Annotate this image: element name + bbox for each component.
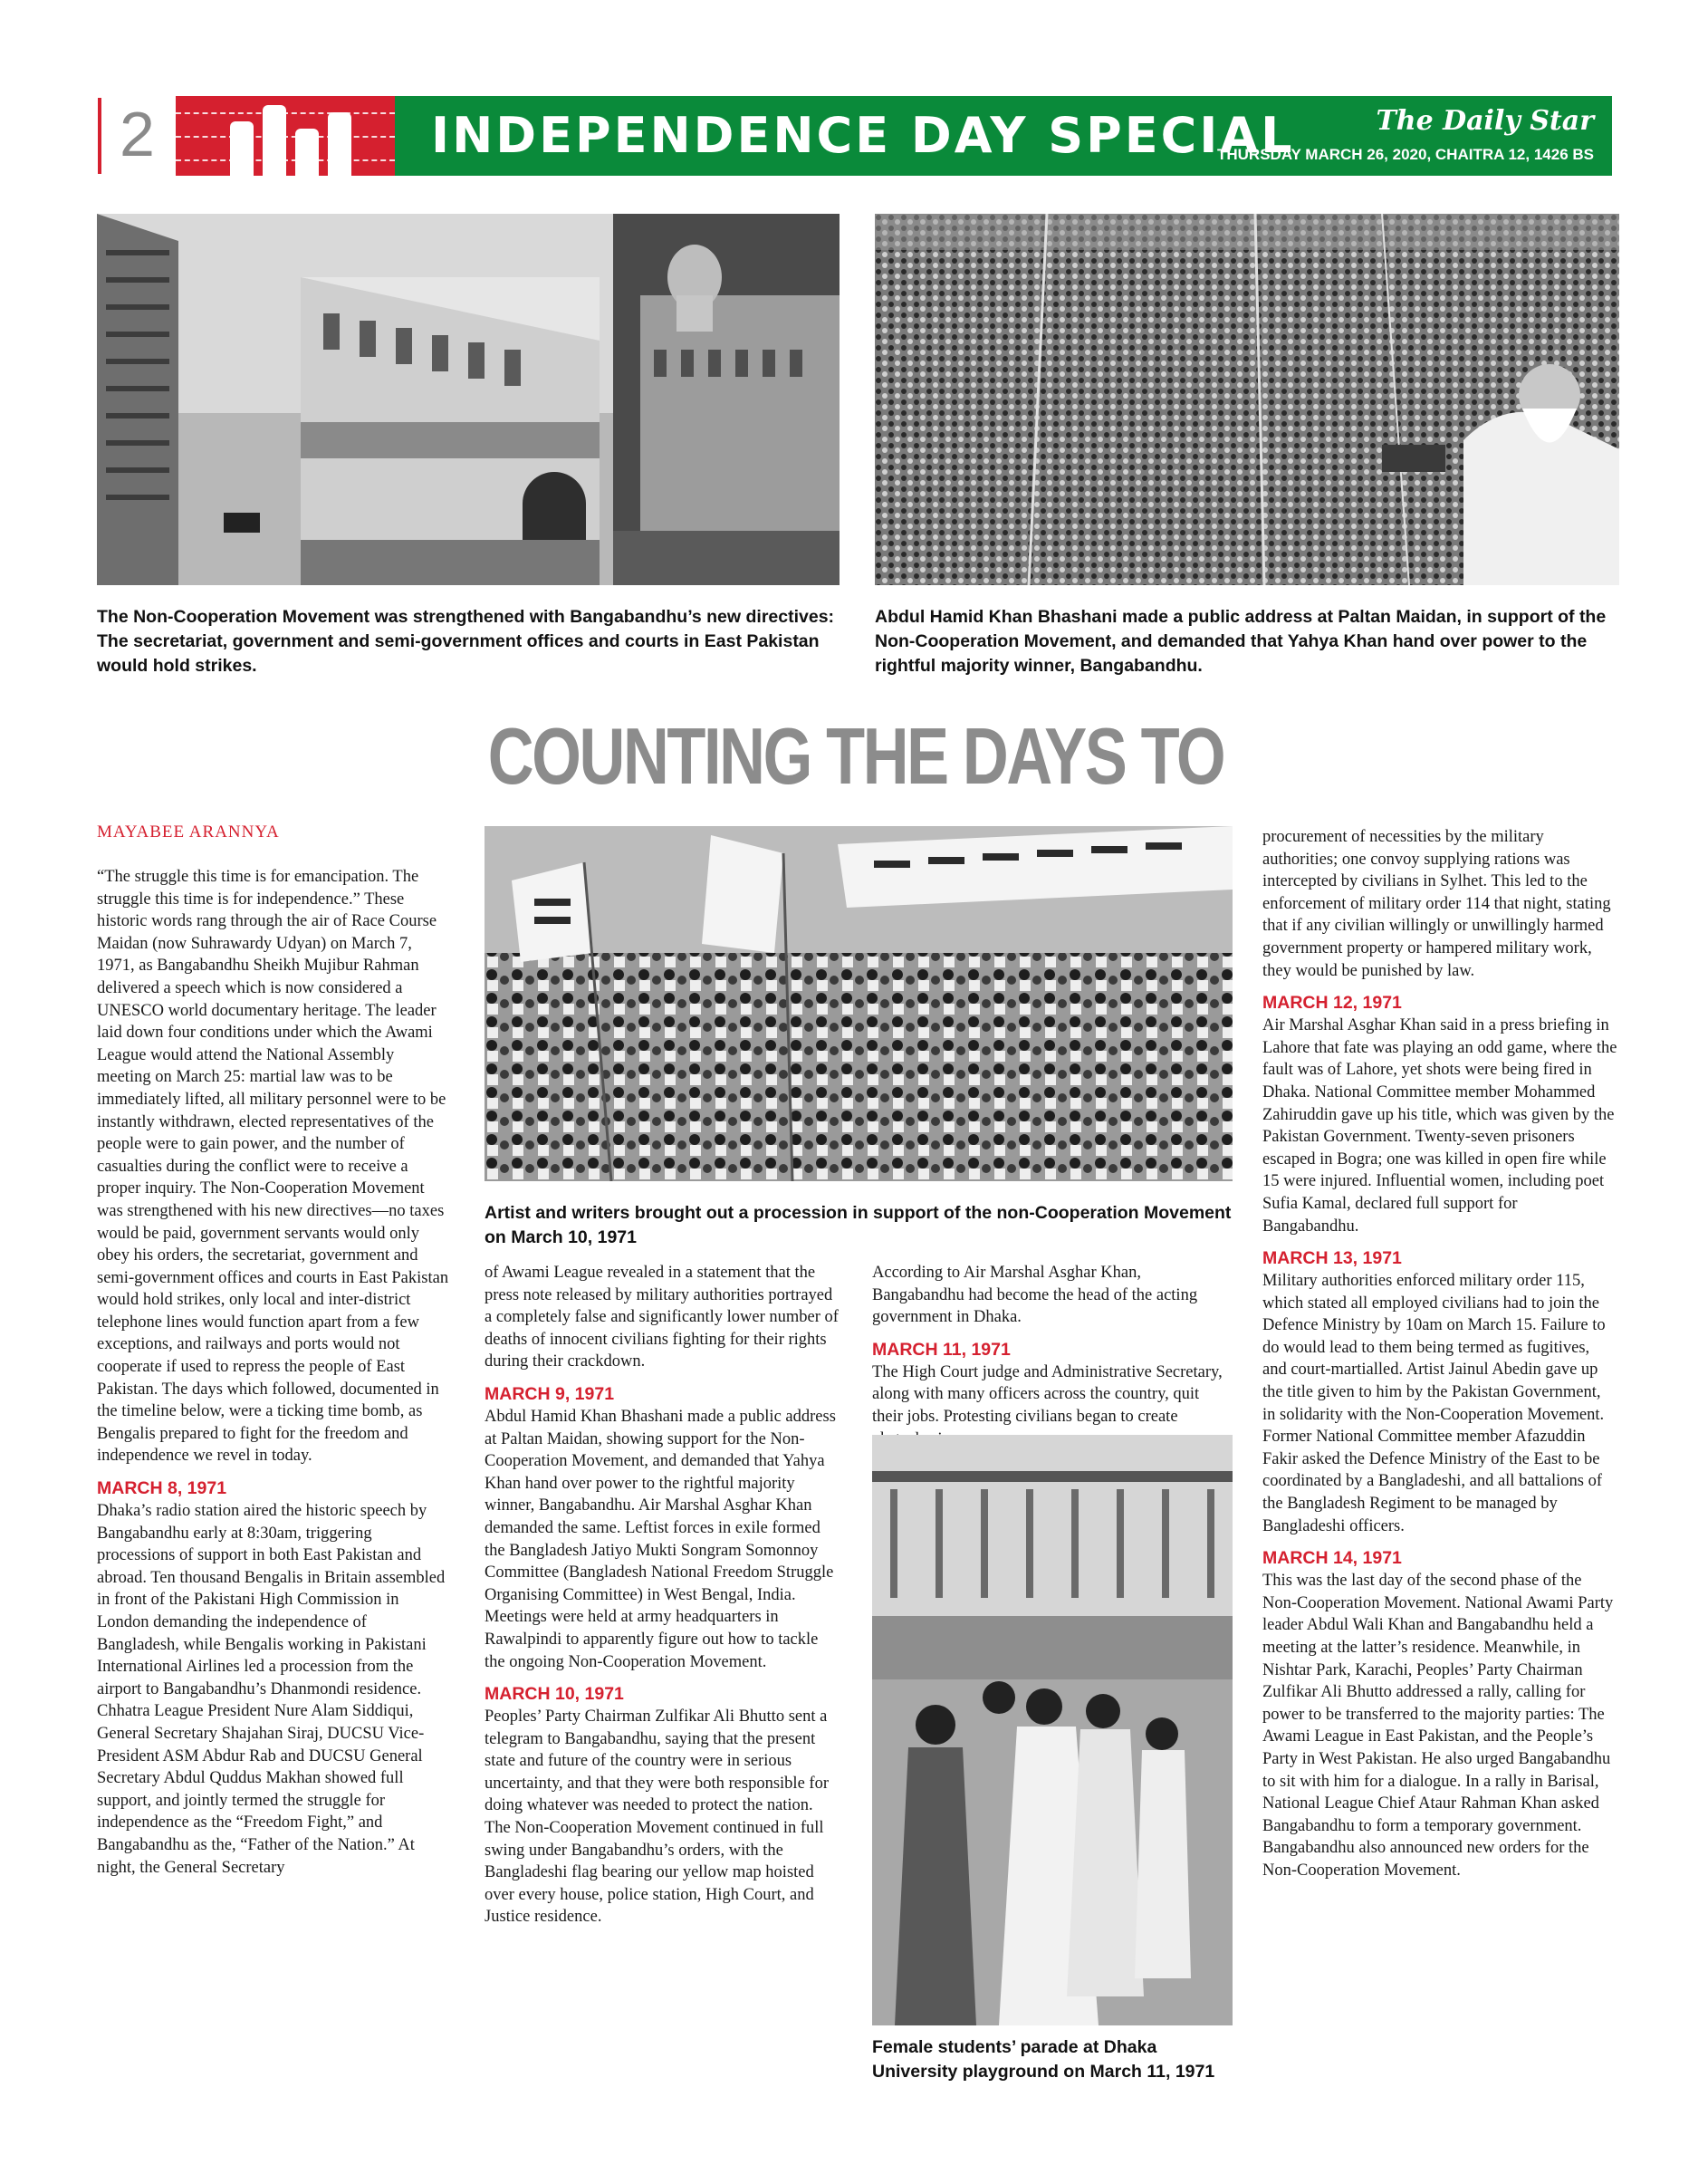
march-11-heading: MARCH 11, 1971 [872, 1339, 1011, 1360]
march-13-heading: MARCH 13, 1971 [1262, 1248, 1402, 1269]
march-11-text: The High Court judge and Administrative Secretary, along with many officers across the country, quit their jobs. Protesting civilians began to create [872, 1362, 1223, 1426]
bhashani-photo-caption: Abdul Hamid Khan Bhashani made a public address at Paltan Maidan, in support of the Non-Cooperation Movement, and demanded that Yahya Khan hand over power to the rightful majority winner, Bangabandhu. [875, 607, 1607, 676]
article-column-4 [1262, 826, 1617, 1888]
raised-fist-icon [230, 121, 254, 176]
raised-fist-icon [263, 105, 286, 176]
parade-illustration [872, 1435, 1233, 2025]
march-9-text: Abdul Hamid Khan Bhashani made a public address at Paltan Maidan, showing support for the Non-Cooperation Movement, and demanded that Yahya Khan hand over power to the rightful majority winner, Bangabandhu. Air Marshal Asghar Khan demanded the same. Leftist forces in exile formed the Bangladesh Jatiyo Mukti Songram Somonnoy Committee (Bangladesh National Freedom Struggle Organising Committee) in West Bengal, India. Meetings were held at army headquarters in Rawalpindi to apparently figure out how to tackle the ongoing Non-Cooperation Movement. [485, 1407, 836, 1671]
page-number: 2 [120, 99, 155, 169]
article-column-1 [97, 866, 452, 1884]
raised-fist-icon [328, 112, 351, 176]
march-14-text: This was the last day of the second phase of the Non-Cooperation Movement. National Awami Party leader Abdul Wali Khan and Bangabandhu held a meeting at the latter’s residence. Meanwhile, in Nishtar Park, Karachi, Peoples’ Party Chairman Zulfikar Ali Bhutto addressed a rally, calling for power to be transferred to the majority parties: The Awami League in East Pakistan, and the People’s Party in West Pakistan. He also urged Bangabandhu to sit with him for a dialogue. In a rally in Barisal, National League Chief Ataur Rahman Khan asked Bangabandhu to form a temporary government. Bangabandhu also announced new orders for the Non-Cooperation Movement. [1262, 1572, 1614, 1880]
section-title: INDEPENDENCE DAY SPECIAL [431, 107, 1295, 164]
march-8-heading: MARCH 8, 1971 [97, 1478, 227, 1499]
col3-continued-text: According to Air Marshal Asghar Khan, Bangabandhu had become the head of the acting government in Dhaka. [872, 1264, 1198, 1327]
march-10-text: Peoples’ Party Chairman Zulfikar Ali Bhutto sent a telegram to Bangabandhu, saying that the present state and future of the country were in serious uncertainty, and that they were both responsible for doing whatever was needed to protect the nation. The Non-Cooperation Movement continued in full swing under Bangabandhu’s orders, with the Bangladeshi flag bearing our yellow map hoisted over every house, police station, High Court, and Justice residence. [485, 1707, 829, 1927]
march-9-heading: MARCH 9, 1971 [485, 1383, 615, 1404]
procession-photo-caption: Artist and writers brought out a procession in support of the non-Cooperation Movement on March 10, 1971 [485, 1203, 1232, 1247]
crowd-illustration [875, 214, 1619, 585]
secretariat-photo-caption: The Non-Cooperation Movement was strengthened with Bangabandhu’s new directives: The secretariat, government and semi-government offices and courts in East Pakistan would hold strikes. [97, 607, 835, 676]
article-column-2 [485, 1262, 840, 1934]
bhashani-photo [875, 214, 1619, 585]
raised-fist-icon [295, 129, 319, 176]
secretariat-photo [97, 214, 840, 585]
march-12-text: Air Marshal Asghar Khan said in a press briefing in Lahore that fate was playing an odd game, where the fault was of Lahore, yet shots were being fired in Dhaka. National Committee member Mohammed Zahiruddin gave up his title, which was given by the Pakistan Government. Twenty-seven prisoners escaped in Bogra; one was killed in open fire while 15 were injured. Influential women, including poet Sufia Kamal, declared full support for Bangabandhu. [1262, 1016, 1617, 1236]
procession-illustration [485, 826, 1233, 1181]
march-8-text: Dhaka’s radio station aired the historic speech by Bangabandhu early at 8:30am, triggering processions of support in both East Pakistan and abroad. Ten thousand Bengalis in Britain assembled in front of the Pakistani High Commission in London demanding the independence of Bangladesh, while Bengalis working in Pakistani International Airlines led a procession from the airport to Bangabandhu’s Dhanmondi residence. Chhatra League President Nure Alam Siddiqui, General Secretary Shajahan Siraj, DUCSU Vice-President ASM Abdur Rab and DUCSU General Secretary Abdul Quddus Makhan showed full support, and jointly termed the struggle for independence as the “Freedom Fight,” and Bangabandhu as the, “Father of the Nation.” At night, the General Secretary [97, 1502, 446, 1877]
parade-photo [872, 1435, 1233, 2025]
march-10-heading: MARCH 10, 1971 [485, 1684, 624, 1705]
procession-photo [485, 826, 1233, 1181]
article-byline: MAYABEE ARANNYA [97, 822, 280, 842]
col4-continued-text: procurement of necessities by the military authorities; one convoy supplying rations was intercepted by civilians in Sylhet. This led to the enforcement of military order 114 that night, stating that if any civilian willingly or unwillingly harmed government property or hampered military work, they would be punished by law. [1262, 828, 1611, 980]
buildings-illustration [97, 214, 840, 585]
banner-title-area [395, 96, 1612, 176]
march-13-text: Military authorities enforced military order 115, which stated all employed civilians had to join the Defence Ministry by 10am on March 15. Failure to do would lead to them being termed as fugitives, and court-martialled. Artist Jainul Abedin gave up the title given to him by the Pakistan Government, in solidarity with the Non-Cooperation Movement. Former National Committee member Afazuddin Fakir asked the Defence Ministry of the East to be coordinated by a Bangladeshi, and all battalions of the Bangladesh Regiment to be managed by Bangladeshi officers. [1262, 1272, 1606, 1535]
banner-artwork [176, 96, 395, 176]
article-column-3 [872, 1262, 1233, 1456]
page-accent-bar [98, 98, 101, 174]
march-14-heading: MARCH 14, 1971 [1262, 1548, 1402, 1569]
parade-photo-caption: Female students’ parade at Dhaka University playground on March 11, 1971 [872, 2037, 1215, 2082]
masthead-logo: The Daily Star [1376, 105, 1594, 137]
intro-paragraph: “The struggle this time is for emancipation. The struggle this time is for independence.” These historic words rang through the air of Race Course Maidan (now Suhrawardy Udyan) on March 7, 1971, as Bangabandhu Sheikh Mujibur Rahman delivered a speech which is now considered a UNESCO world documentary heritage. The leader laid down four conditions under which the Awami League would attend the National Assembly meeting on March 25: martial law was to be immediately lifted, all military personnel were to be instantly withdrawn, elected representatives of the people were to gain power, and the number of casualties during the conflict were to receive a proper inquiry. The Non-Cooperation Movement was strengthened with his new directives—no taxes would be paid, government servants would only obey his orders, the secretariat, government and semi-government offices and courts in East Pakistan would hold strikes, only local and inter-district telephone lines would function apart from a few exceptions, and railways and ports would not cooperate if used to repress the people of East Pakistan. The days which followed, documented in the timeline below, were a ticking time bomb, as Bengalis prepared to fight for the freedom and independence we revel in today. [97, 868, 449, 1466]
march-12-heading: MARCH 12, 1971 [1262, 993, 1402, 1014]
col2-continued-text: of Awami League revealed in a statement that the press note released by military authorities portrayed a completely false and significantly lower number of deaths of innocent civilians fighting for their rights during their crackdown. [485, 1264, 839, 1371]
dateline: THURSDAY MARCH 26, 2020, CHAITRA 12, 1426 BS [1216, 146, 1594, 163]
section-banner [176, 96, 1612, 176]
article-headline: COUNTING THE DAYS TO [487, 711, 1224, 801]
